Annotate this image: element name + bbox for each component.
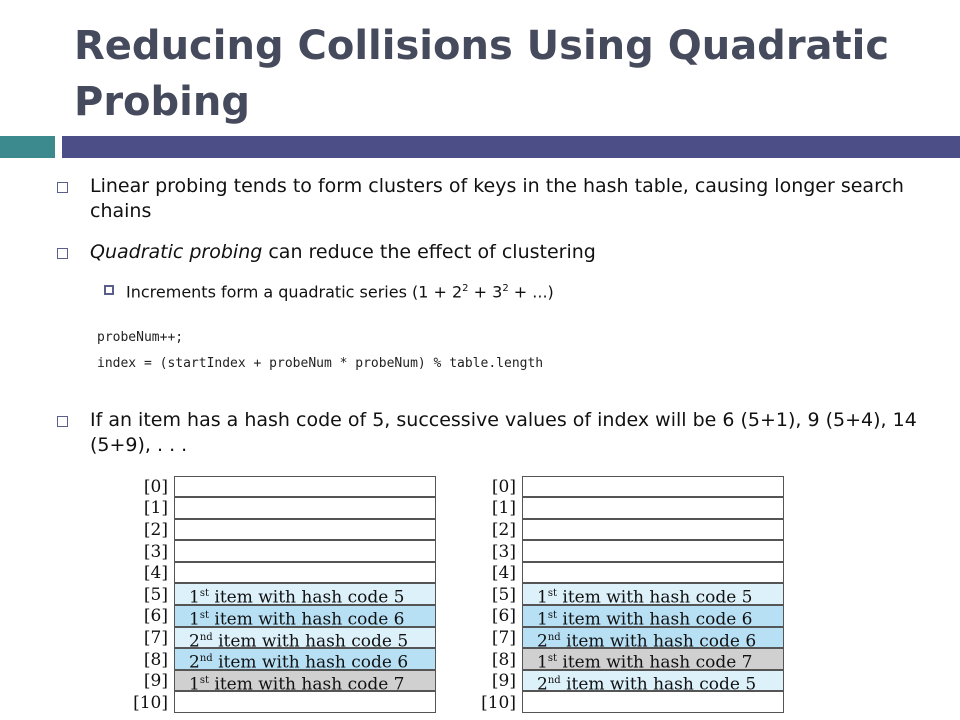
sub-bullet-suffix: + ...) [508, 282, 554, 302]
table-row [470, 670, 810, 692]
table-row [470, 541, 810, 563]
table-cell [174, 605, 436, 627]
table-row [122, 692, 462, 714]
sub-bullet-prefix: Increments form a quadratic series (1 + 2 [126, 282, 463, 302]
hash-table-right [470, 476, 810, 714]
item-description: item with hash code 5 [208, 588, 405, 606]
table-cell [174, 670, 436, 692]
item-description: item with hash code 6 [208, 609, 405, 627]
table-row [122, 541, 462, 563]
table-cell [522, 476, 784, 498]
slot-index: [0] [491, 476, 516, 497]
ordinal-suffix: nd [199, 653, 213, 665]
table-cell [174, 627, 436, 649]
item-description: item with hash code 7 [208, 674, 405, 692]
slot-index: [10] [481, 692, 516, 713]
slot-index: [0] [143, 476, 168, 497]
filled-square-bullet-icon [104, 285, 114, 295]
hollow-square-bullet-icon [57, 248, 68, 259]
sub-bullet-increments [104, 276, 904, 304]
ordinal-suffix: st [547, 588, 557, 600]
ordinal-number: 1 [537, 609, 548, 627]
table-row [470, 692, 810, 714]
slot-index: [8] [143, 649, 168, 670]
title-divider-left [0, 136, 55, 158]
slot-index: [4] [143, 563, 168, 584]
item-description: item with hash code 6 [556, 609, 753, 627]
slot-index: [6] [143, 606, 168, 627]
table-row [470, 519, 810, 541]
table-row [470, 627, 810, 649]
table-row [470, 562, 810, 584]
ordinal-suffix: st [199, 588, 209, 600]
table-cell [522, 691, 784, 713]
item-description: item with hash code 5 [556, 588, 753, 606]
ordinal-number: 1 [537, 652, 548, 670]
slot-index: [3] [491, 541, 516, 562]
bullet-example [57, 408, 917, 458]
table-row [122, 562, 462, 584]
table-cell [522, 519, 784, 541]
ordinal-suffix: nd [547, 674, 561, 686]
table-row [470, 606, 810, 628]
bullet-text: If an item has a hash code of 5, successive values of index will be 6 (5+1), 9 (5+4), 14 (5+9), . . . [90, 409, 917, 456]
table-row [122, 519, 462, 541]
slot-index: [5] [491, 584, 516, 605]
table-row [470, 498, 810, 520]
table-cell [174, 476, 436, 498]
table-cell [174, 519, 436, 541]
slot-index: [6] [491, 606, 516, 627]
table-cell [174, 562, 436, 584]
ordinal-suffix: nd [547, 631, 561, 643]
table-cell [522, 627, 784, 649]
table-row [470, 584, 810, 606]
ordinal-number: 1 [189, 588, 200, 606]
slot-index: [7] [491, 627, 516, 648]
item-description: item with hash code 7 [556, 652, 753, 670]
ordinal-number: 2 [189, 652, 200, 670]
table-cell [522, 540, 784, 562]
slot-index: [5] [143, 584, 168, 605]
table-row [122, 606, 462, 628]
table-row [122, 670, 462, 692]
bullet-text-rest: can reduce the effect of clustering [262, 241, 596, 263]
slot-index: [1] [143, 498, 168, 519]
hollow-square-bullet-icon [57, 416, 68, 427]
slot-index: [2] [491, 519, 516, 540]
exponent: 2 [502, 283, 509, 294]
slot-index: [9] [491, 671, 516, 692]
table-row [122, 649, 462, 671]
exponent: 2 [462, 283, 469, 294]
table-row [122, 476, 462, 498]
ordinal-number: 1 [537, 588, 548, 606]
slot-index: [7] [143, 627, 168, 648]
item-description: item with hash code 6 [212, 652, 409, 670]
slot-index: [3] [143, 541, 168, 562]
table-cell [174, 648, 436, 670]
title-divider-right [62, 136, 960, 158]
table-cell [522, 497, 784, 519]
bullet-linear-probing [57, 174, 917, 224]
ordinal-suffix: st [547, 610, 557, 622]
slot-index: [9] [143, 671, 168, 692]
ordinal-suffix: st [199, 674, 209, 686]
ordinal-number: 1 [189, 609, 200, 627]
slide-title: Reducing Collisions Using Quadratic Probing [74, 23, 890, 125]
item-description: item with hash code 5 [560, 674, 757, 692]
table-cell [174, 691, 436, 713]
table-cell [174, 540, 436, 562]
slot-index: [2] [143, 519, 168, 540]
item-description: item with hash code 5 [212, 631, 409, 649]
ordinal-number: 1 [189, 674, 200, 692]
code-line-2: index = (startIndex + probeNum * probeNum) % table.length [97, 356, 544, 371]
ordinal-suffix: st [199, 610, 209, 622]
ordinal-number: 2 [189, 631, 200, 649]
hash-table-left [122, 476, 462, 714]
ordinal-number: 2 [537, 674, 548, 692]
item-description: item with hash code 6 [560, 631, 757, 649]
table-cell [522, 605, 784, 627]
bullet-text [90, 240, 596, 265]
slot-index: [4] [491, 563, 516, 584]
code-line-1: probeNum++; [97, 330, 184, 345]
ordinal-suffix: nd [199, 631, 213, 643]
slot-index: [1] [491, 498, 516, 519]
table-cell [522, 583, 784, 605]
italic-term: Quadratic probing [90, 241, 263, 263]
table-cell [174, 583, 436, 605]
table-cell [522, 562, 784, 584]
table-cell [522, 648, 784, 670]
table-cell [174, 497, 436, 519]
ordinal-suffix: st [547, 653, 557, 665]
bullet-text: Linear probing tends to form clusters of keys in the hash table, causing longer search chains [90, 175, 904, 222]
bullet-quadratic-probing [57, 240, 917, 265]
slot-index: [10] [133, 692, 168, 713]
ordinal-number: 2 [537, 631, 548, 649]
table-row [470, 649, 810, 671]
hollow-square-bullet-icon [57, 182, 68, 193]
sub-bullet-text [126, 276, 554, 304]
table-row [122, 498, 462, 520]
table-row [470, 476, 810, 498]
table-cell [522, 670, 784, 692]
sub-bullet-mid: + 3 [468, 282, 503, 302]
slot-index: [8] [491, 649, 516, 670]
table-row [122, 584, 462, 606]
table-row [122, 627, 462, 649]
